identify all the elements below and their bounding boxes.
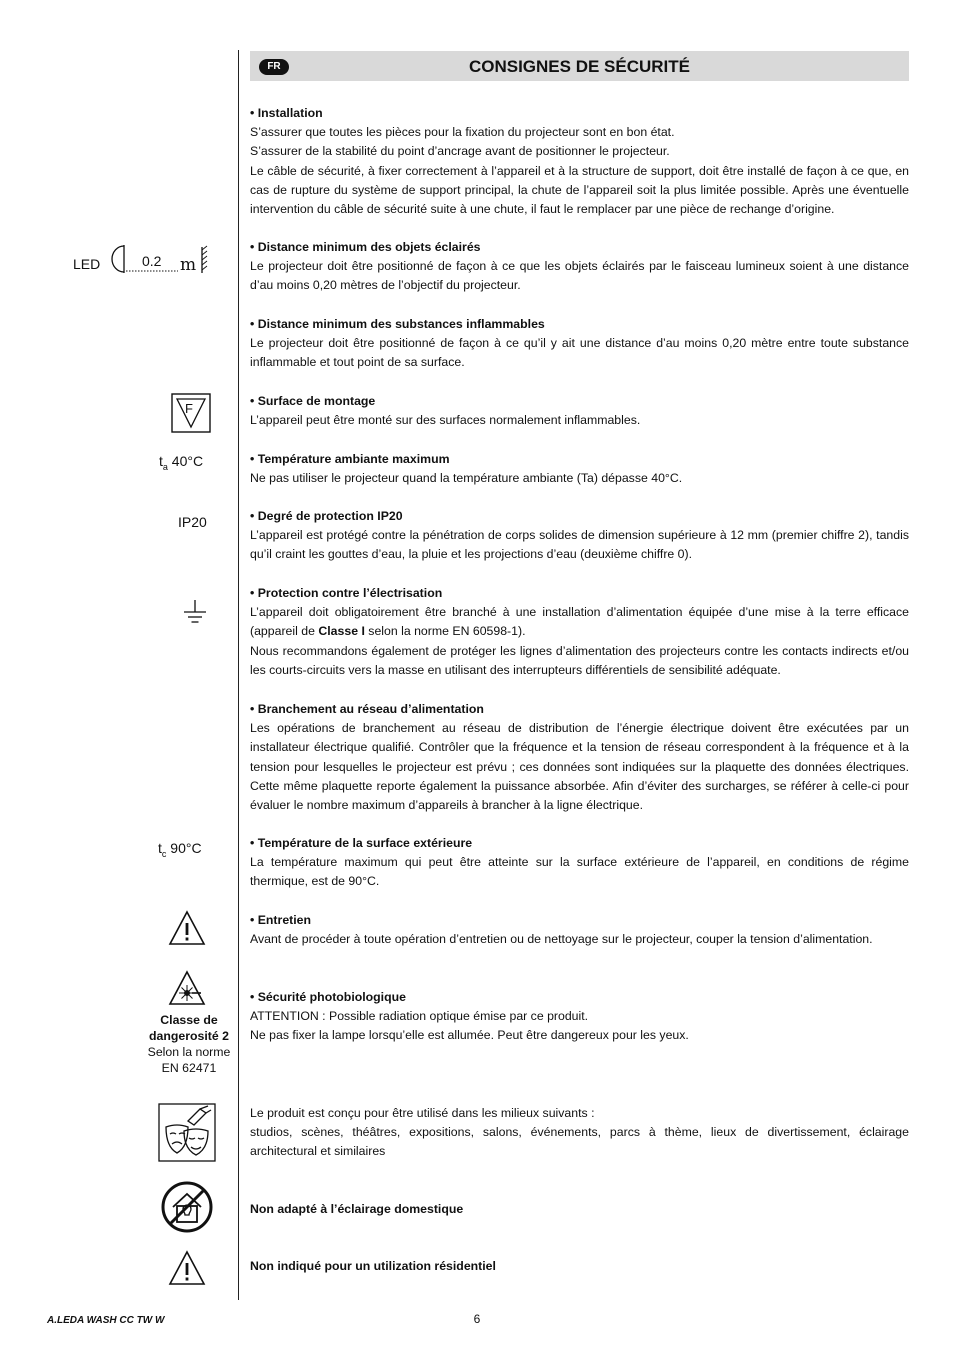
column-divider: [238, 50, 239, 1300]
warning-icon: [168, 1250, 206, 1286]
paragraph: Le câble de sécurité, à fixer correctement à l’appareil et à la structure de support, doit être installé de façon à ce que, en cas de rupture du système de support principal, la chute de l’appareil soit la plus limitée possible. Après une éventuelle intervention du câble de sécurité suite à une chute, il faut le remplacer par une pièce de rechange d’origine.: [250, 163, 909, 217]
section-heading: • Température ambiante maximum: [250, 452, 450, 466]
section-surface-temp: [250, 834, 909, 892]
ta-symbol: t: [159, 453, 163, 469]
section-ambient-temp: [250, 450, 909, 488]
model-name: A.LEDA WASH CC TW W: [47, 1315, 165, 1326]
section-installation: [250, 104, 909, 219]
section-protection: [250, 507, 909, 565]
ta-subscript: a: [162, 461, 168, 472]
tc-symbol: t: [158, 840, 162, 856]
paragraph: Ne pas utiliser le projecteur quand la température ambiante (Ta) dépasse 40°C.: [250, 471, 683, 486]
section-heading: • Degré de protection IP20: [250, 509, 403, 523]
warning-icon: [168, 910, 206, 946]
section-distance-flammable: [250, 315, 909, 373]
section-header: [250, 51, 909, 81]
section-heading: • Sécurité photobiologique: [250, 990, 406, 1004]
caption-line: EN 62471: [161, 1061, 217, 1075]
section-power: [250, 700, 909, 815]
led-distance-value: 0.2: [142, 253, 162, 269]
paragraph: L’appareil peut être monté sur des surfaces normalement inflammables.: [250, 413, 641, 428]
page-title: CONSIGNES DE SÉCURITÉ: [468, 57, 691, 76]
led-label: LED: [73, 256, 101, 272]
tc-subscript: c: [161, 848, 167, 859]
surface-temp-label: [158, 840, 202, 859]
section-mounting: [250, 392, 909, 430]
theatre-masks-icon: [158, 1103, 216, 1162]
earth-ground-icon: [183, 599, 207, 627]
section-heading: • Distance minimum des substances inflammables: [250, 317, 545, 331]
ta-value: 40°C: [167, 453, 204, 469]
paragraph: ATTENTION : Possible radiation optique émise par ce produit.: [250, 1009, 589, 1024]
caption-line: dangerosité 2: [149, 1029, 229, 1043]
section-environments: [250, 1104, 909, 1162]
notice-text: Non adapté à l’éclairage domestique: [250, 1202, 464, 1216]
section-electrical: [250, 584, 909, 680]
section-not-residential: [250, 1257, 909, 1276]
class-i-bold: Classe I: [318, 624, 365, 639]
paragraph: Le projecteur doit être positionné de façon à ce que les objets éclairés par le faisceau lumineux soient à une distance d’au moins 0,20 mètres de l’objectif du projecteur.: [250, 259, 909, 293]
paragraph: Avant de procéder à toute opération d’entretien ou de nettoyage sur le projecteur, couper la tension d’alimentation.: [250, 932, 873, 947]
section-heading: • Surface de montage: [250, 394, 376, 408]
section-heading: • Entretien: [250, 913, 312, 927]
notice-text: Non indiqué pour un utilization résidentiel: [250, 1259, 496, 1273]
section-not-domestic: [250, 1200, 909, 1219]
ambient-temp-label: [159, 453, 203, 472]
caption-line: Selon la norme: [147, 1045, 231, 1059]
paragraph: Nous recommandons également de protéger les lignes d’alimentation des projecteurs contre les contacts indirects et/ou les courts-circuits vers la masse en utilisant des interrupteurs différentiels de sensibilité adéquate.: [250, 643, 909, 677]
paragraph: Le produit est conçu pour être utilisé dans les milieux suivants :: [250, 1106, 595, 1120]
section-heading: • Distance minimum des objets éclairés: [250, 240, 481, 254]
paragraph: La température maximum qui peut être atteinte sur la surface extérieure de l’appareil, en conditions de régime thermique, est de 90°C.: [250, 855, 909, 889]
paragraph: Les opérations de branchement au réseau de distribution de l’énergie électrique doivent être exécutées par un installateur électrique qualifié. Contrôler que la fréquence et la tension de réseau correspondent à la fréquence et à la tension pour lesquelles le projecteur est prévu ; ces données sont indiquées sur la plaquette des données électriques. Cette même plaquette reporte également la puissance absorbée. Afin d’éviter des surcharges, se référer à celle-ci pour évaluer le nombre maximum d’appareils à brancher à la ligne électrique.: [250, 721, 909, 813]
paragraph: studios, scènes, théâtres, expositions, salons, événements, parcs à thème, lieux de divertissement, éclairage architectural et similaires: [250, 1125, 909, 1159]
ip-rating-label: IP20: [178, 514, 207, 530]
paragraph: Ne pas fixer la lampe lorsqu’elle est allumée. Peut être dangereux pour les yeux.: [250, 1028, 689, 1043]
text-run: selon la norme EN 60598-1).: [364, 624, 526, 639]
led-distance-unit: m: [180, 255, 197, 275]
paragraph: Le projecteur doit être positionné de façon à ce qu’il y ait une distance d’au moins 0,20 mètre entre toute substance inflammable et tout point de sa surface.: [250, 336, 909, 370]
paragraph: S’assurer que toutes les pièces pour la fixation du projecteur sont en bon état.: [250, 125, 675, 140]
section-heading: • Branchement au réseau d’alimentation: [250, 702, 484, 716]
flammable-letter: F: [185, 401, 193, 416]
no-domestic-use-icon: [161, 1181, 213, 1233]
section-heading: • Installation: [250, 106, 323, 120]
optical-radiation-icon: [168, 970, 206, 1006]
language-badge: FR: [259, 59, 289, 75]
page-number: 6: [473, 1312, 481, 1326]
paragraph: L’appareil est protégé contre la pénétration de corps solides de dimension supérieure à 12 mm (premier chiffre 2), tandis qu’il craint les gouttes d’eau, la pluie et les projections d’eau (deuxième chiffre 0).: [250, 528, 909, 562]
paragraph: S’assurer de la stabilité du point d’ancrage avant de positionner le projecteur.: [250, 144, 670, 159]
section-heading: • Température de la surface extérieure: [250, 836, 473, 850]
section-maintenance: [250, 911, 909, 949]
tc-value: 90°C: [166, 840, 202, 856]
paragraph: [250, 603, 909, 641]
text-run: L’appareil doit obligatoirement être branché à une installation d’alimentation équipée d’une mise à la terre efficace (appareil de: [250, 605, 909, 639]
risk-class-caption: [130, 1012, 248, 1076]
section-heading: • Protection contre l’électrisation: [250, 586, 443, 600]
section-distance-objects: [250, 238, 909, 296]
caption-line: Classe de: [160, 1013, 218, 1027]
section-photobiological: [250, 988, 909, 1046]
